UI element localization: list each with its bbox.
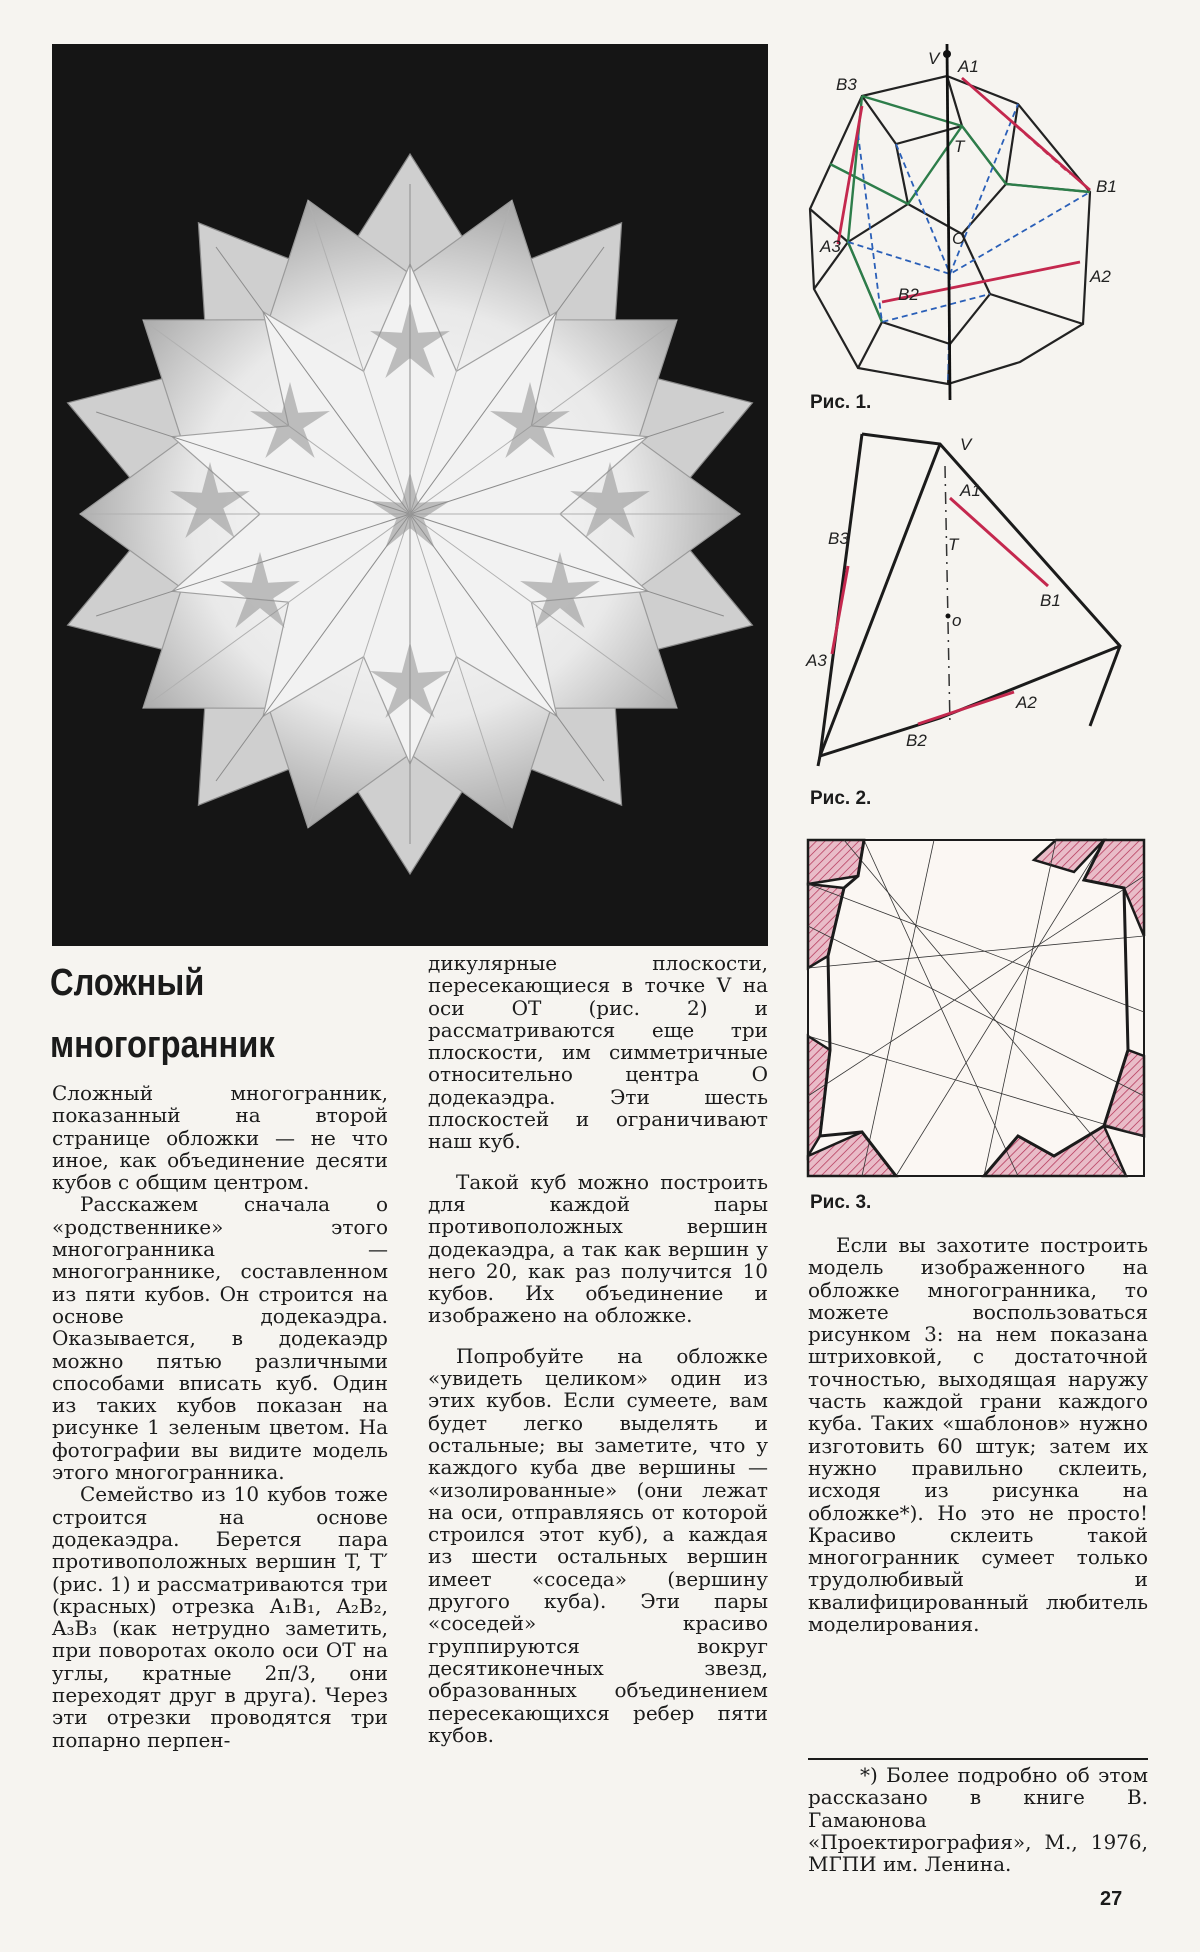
paragraph: Попробуйте на обложке «увидеть целиком» один из этих кубов. Если сумеете, вам будет легко выделять и остальные; вы заметите, что у каждого куба две вершины — «изолированные» (они лежат на оси, отправляясь от которой строился этот куб), а каждая из шести остальных вершин имеет «соседа» (вершину другого куба). Эти пары «соседей» красиво группируются вокруг десятиконечных звезд, образованных объединением пересекающихся ребер пяти кубов. [428, 1343, 768, 1747]
ten-cube-compound-image [68, 154, 753, 874]
label-A3: A3 [820, 237, 841, 256]
paragraph: Сложный многогранник, показанный на второй странице обложки — не что иное, как объединение десяти кубов с общим центром. [52, 1081, 388, 1195]
column-3 [808, 1234, 1148, 1635]
figure-2-caption: Рис. 2. [810, 788, 872, 809]
label-B3-2: B3 [828, 529, 849, 548]
label-A2-2: A2 [1016, 693, 1037, 712]
label-O: O [952, 229, 966, 248]
figure-3-caption: Рис. 3. [810, 1192, 872, 1213]
label-B2-2: B2 [906, 731, 927, 750]
paragraph: Такой куб можно построить для каждой пары противоположных вершин додекаэдра, а так как вершин у него 20, как раз получится 10 кубов. Их объединение и изображено на обложке. [428, 1169, 768, 1328]
label-A3-2: A3 [806, 651, 827, 670]
figure-1-caption: Рис. 1. [810, 392, 872, 413]
paragraph: Расскажем сначала о «родственнике» этого многогранника — многограннике, составленном из пяти кубов. Он строится на основе додекаэдра. Оказывается, в додекаэдр можно пятью различными способами вписать куб. Один из таких кубов показан на рисунке 1 зеленым цветом. На фотографии вы видите модель этого многогранника. [52, 1192, 388, 1485]
column-2 [428, 952, 768, 1746]
label-B1: B1 [1096, 177, 1117, 196]
polyhedron-photo [52, 44, 768, 946]
label-B3: B3 [836, 75, 857, 94]
footnote: *) Более подробно об этом рассказано в книге В. Гамаюнова «Проектирография», М., 1976, МГПИ им. Ленина. [808, 1758, 1148, 1875]
label-A1: A1 [958, 57, 979, 76]
paragraph: Если вы захотите построить модель изображенного на обложке многогранника, то можете воспользоваться рисунком 3: на нем показана штриховкой, с достаточной точностью, выходящая наружу часть каждой грани каждого куба. Таких «шаблонов» нужно изготовить 60 штук; затем их нужно правильно склеить, исходя из рисунка на обложке*). Но это не просто! Красиво склеить такой многогранник сумеет только трудолюбивый и квалифицированный любитель моделирования. [808, 1233, 1148, 1637]
red-segments-fig2 [832, 498, 1048, 724]
article-title: Сложный многогранник [50, 962, 275, 1066]
label-A1-2: A1 [960, 481, 981, 500]
label-O-2: o [952, 611, 962, 630]
label-T: T [954, 137, 965, 156]
figure-1-dodecahedron [790, 44, 1130, 404]
label-B2: B2 [898, 285, 919, 304]
label-V-2: V [960, 435, 972, 454]
label-B1-2: B1 [1040, 591, 1061, 610]
column-1 [52, 1082, 388, 1751]
green-cube-edges [830, 96, 1090, 322]
figure-2-cube-construction [790, 426, 1140, 786]
label-V: V [928, 49, 940, 68]
axis-OT [947, 44, 950, 400]
page-number: 27 [1100, 1888, 1123, 1910]
cube-outline [862, 434, 1120, 726]
label-A2: A2 [1090, 267, 1111, 286]
label-T-2: T [948, 535, 959, 554]
figure-3-template [804, 836, 1148, 1180]
paragraph: дикулярные плоскости, пересекающиеся в точке V на оси OT (рис. 2) и рассматриваются еще три плоскости, им симметричные относительно центра O додекаэдра. Эти шесть плоскостей и ограничивают наш куб. [428, 951, 768, 1154]
paragraph: Семейство из 10 кубов тоже строится на основе додекаэдра. Берется пара противоположных вершин T, T′ (рис. 1) и рассматриваются три (красных) отрезка A₁B₁, A₂B₂, A₃B₃ (как нетрудно заметить, при поворотах около оси OT на углы, кратные 2π/3, они переходят друг в друга). Через эти отрезки проводятся три попарно перпен- [52, 1482, 388, 1752]
